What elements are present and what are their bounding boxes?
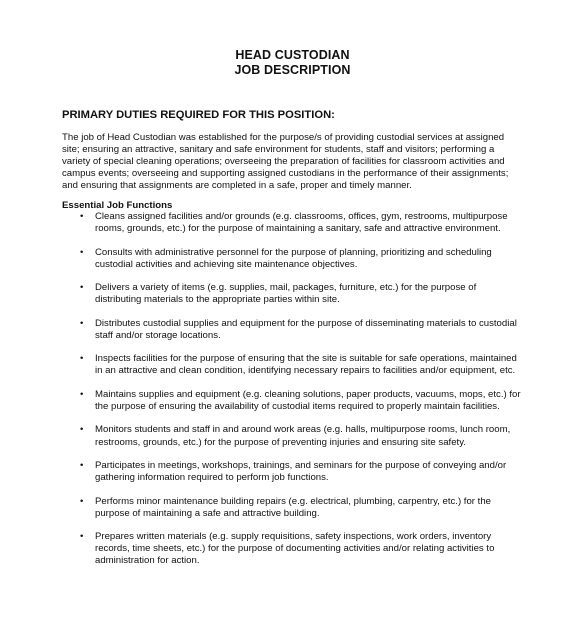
bullet-icon: • bbox=[80, 246, 84, 258]
list-item-text: Consults with administrative personnel for the purpose of planning, prioritizing and scheduling custodial activities and achieving site maintenance objectives. bbox=[95, 246, 492, 270]
document-subtitle: JOB DESCRIPTION bbox=[234, 63, 351, 77]
list-item bbox=[62, 353, 522, 377]
bullet-icon: • bbox=[80, 495, 84, 507]
primary-duties-heading: PRIMARY DUTIES REQUIRED FOR THIS POSITION: bbox=[62, 109, 335, 121]
essential-functions-list bbox=[62, 211, 522, 579]
bullet-icon: • bbox=[80, 460, 84, 472]
list-item bbox=[62, 282, 522, 306]
list-item bbox=[62, 389, 522, 413]
bullet-icon: • bbox=[80, 282, 84, 294]
list-item-text: Performs minor maintenance building repairs (e.g. electrical, plumbing, carpentry, etc.) for the purpose of maintaining a safe and attractive building. bbox=[95, 495, 492, 519]
list-item-text: Inspects facilities for the purpose of ensuring that the site is suitable for safe operations, maintained in an attractive and clean condition, identifying necessary repairs to facilities and/or equipment, etc. bbox=[95, 353, 517, 377]
list-item-text: Distributes custodial supplies and equipment for the purpose of disseminating materials to custodial staff and/or storage locations. bbox=[95, 317, 517, 341]
list-item bbox=[62, 211, 522, 235]
list-item-text: Cleans assigned facilities and/or grounds (e.g. classrooms, offices, gym, restrooms, multipurpose rooms, grounds, etc.) for the purpose of maintaining a sanitary, safe and attractive environment. bbox=[95, 211, 508, 235]
bullet-icon: • bbox=[80, 388, 84, 400]
bullet-icon: • bbox=[80, 211, 84, 222]
list-item-text: Monitors students and staff in and around work areas (e.g. halls, multipurpose rooms, lunch room, restrooms, grounds, etc.) for the purpose of preventing injuries and ensuring site safety. bbox=[95, 424, 511, 448]
bullet-icon: • bbox=[80, 424, 84, 436]
bullet-icon: • bbox=[80, 531, 84, 543]
document-title: HEAD CUSTODIAN bbox=[235, 48, 350, 62]
bullet-icon: • bbox=[80, 317, 84, 329]
list-item bbox=[62, 496, 522, 520]
list-item-text: Maintains supplies and equipment (e.g. cleaning solutions, paper products, vacuums, mops, etc.) for the purpose of ensuring the availability of custodial items required to properly maintain facilities. bbox=[95, 388, 521, 412]
list-item-text: Participates in meetings, workshops, trainings, and seminars for the purpose of conveying and/or gathering information required to perform job functions. bbox=[95, 460, 507, 484]
essential-functions-heading: Essential Job Functions bbox=[62, 200, 173, 211]
list-item bbox=[62, 318, 522, 342]
list-item bbox=[62, 460, 522, 484]
primary-duties-intro: The job of Head Custodian was established for the purpose/s of providing custodial services at assigned site; ensuring an attractive, sanitary and safe environment for students, staff and visitors; performing a variety of special cleaning operations; overseeing the preparation of facilities for classroom activities and campus events; overseeing and supporting assigned custodians in the performance of their assignments; and ensuring that assignments are completed in a safe, proper and timely manner. bbox=[62, 132, 509, 192]
list-item bbox=[62, 531, 522, 567]
bullet-icon: • bbox=[80, 353, 84, 365]
list-item bbox=[62, 424, 522, 448]
list-item-text: Prepares written materials (e.g. supply requisitions, safety inspections, work orders, inventory records, time sheets, etc.) for the purpose of documenting activities and/or relating activities to administration for action. bbox=[95, 531, 495, 567]
list-item bbox=[62, 247, 522, 271]
list-item-text: Delivers a variety of items (e.g. supplies, mail, packages, furniture, etc.) for the purpose of distributing materials to the appropriate parties within site. bbox=[95, 282, 477, 306]
